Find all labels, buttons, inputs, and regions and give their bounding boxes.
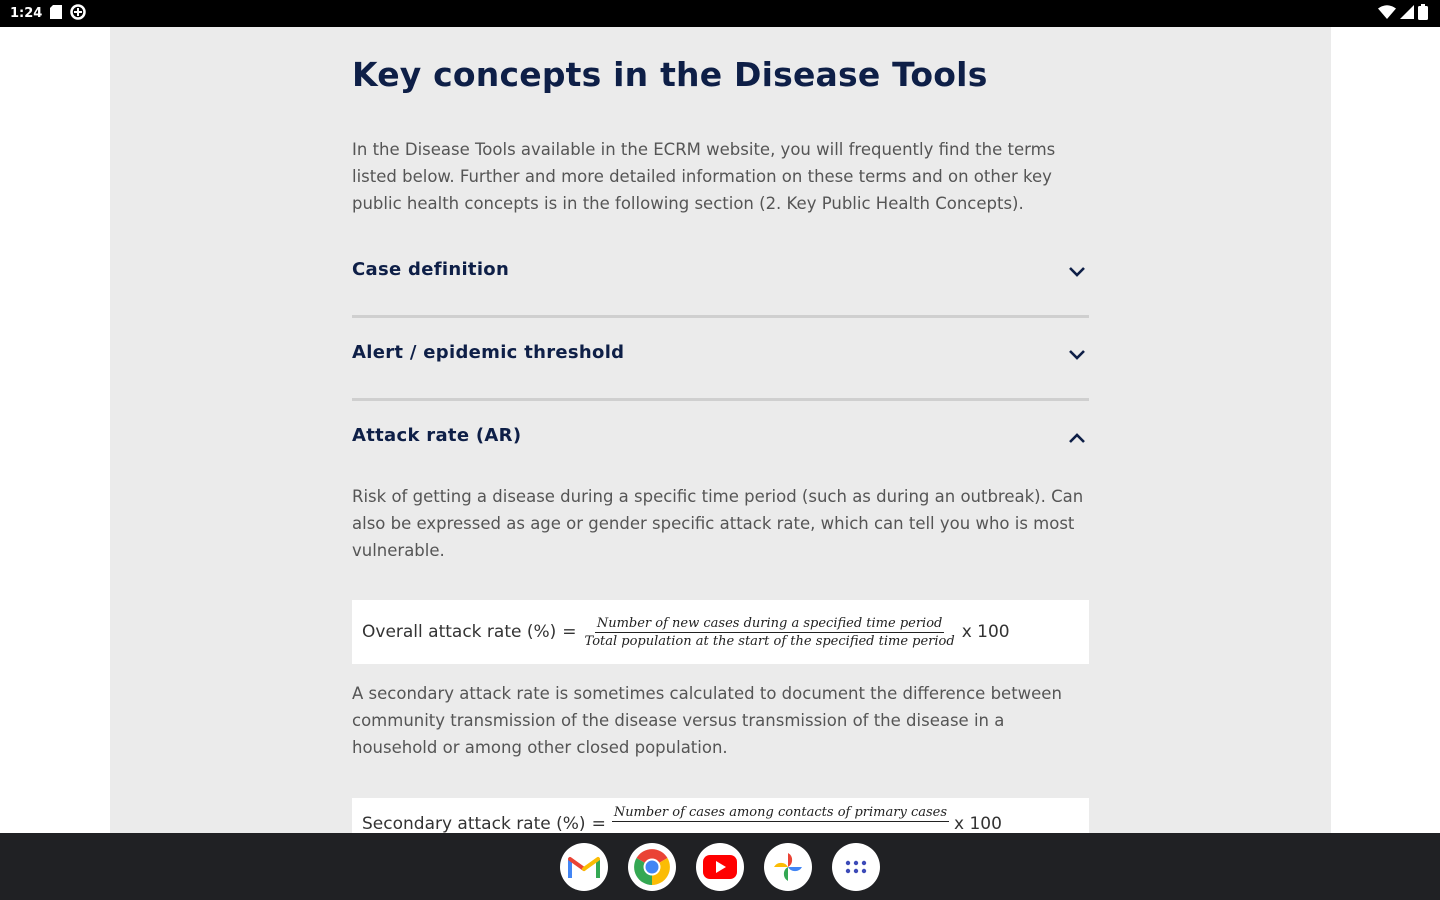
attack-rate-description: Risk of getting a disease during a specific time period (such as during an outbreak). Can also be expressed as age or gender specific attack rate, which can tell you who is most vulnerable. xyxy=(352,487,1084,560)
formula-fraction xyxy=(612,804,949,822)
chrome-icon[interactable] xyxy=(628,843,676,891)
sd-card-icon xyxy=(50,5,62,23)
accordion-alert-threshold[interactable] xyxy=(352,318,1089,401)
article-page xyxy=(110,27,1331,833)
battery-icon xyxy=(1418,4,1428,24)
accordion-attack-rate[interactable] xyxy=(352,401,1089,484)
data-saver-icon xyxy=(70,4,86,24)
formula-multiplier: x 100 xyxy=(961,622,1010,642)
wifi-icon xyxy=(1378,4,1396,23)
secondary-attack-rate-formula xyxy=(352,798,1089,833)
status-time: 1:24 xyxy=(10,6,43,21)
formula-lhs: Secondary attack rate (%) xyxy=(362,814,586,833)
formula-numerator: Number of new cases during a specified time period xyxy=(596,615,943,631)
formula-lhs: Overall attack rate (%) xyxy=(362,622,557,642)
photos-icon[interactable] xyxy=(764,843,812,891)
accordion-label: Attack rate (AR) xyxy=(352,425,522,446)
formula-fraction xyxy=(583,615,957,650)
page-title: Key concepts in the Disease Tools xyxy=(352,55,988,94)
chevron-down-icon xyxy=(1067,344,1087,364)
overall-attack-rate-formula xyxy=(352,600,1089,664)
chevron-down-icon xyxy=(1067,261,1087,281)
formula-denominator: Total population at the start of the specified time period xyxy=(584,633,955,649)
formula-equals: = xyxy=(562,622,577,642)
youtube-icon[interactable] xyxy=(696,843,744,891)
formula-equals: = xyxy=(591,814,606,833)
formula-multiplier: x 100 xyxy=(954,814,1002,833)
accordion-case-definition[interactable] xyxy=(352,235,1089,318)
formula-numerator: Number of cases among contacts of primary cases xyxy=(613,805,948,820)
gmail-icon[interactable] xyxy=(560,843,608,891)
secondary-attack-rate-description: A secondary attack rate is sometimes calculated to document the difference between community transmission of the disease versus transmission of the disease in a household or among other closed population. xyxy=(352,684,1062,757)
app-drawer-icon[interactable] xyxy=(832,843,880,891)
intro-paragraph: In the Disease Tools available in the ECRM website, you will frequently find the terms listed below. Further and more detailed information on these terms and on other key public health concepts is in the following section (2. Key Public Health Concepts). xyxy=(352,140,1056,213)
chevron-up-icon xyxy=(1067,429,1087,449)
accordion-label: Case definition xyxy=(352,259,510,280)
signal-icon xyxy=(1400,4,1414,23)
accordion-label: Alert / epidemic threshold xyxy=(352,342,625,363)
taskbar xyxy=(0,833,1440,900)
status-bar xyxy=(0,0,1440,27)
